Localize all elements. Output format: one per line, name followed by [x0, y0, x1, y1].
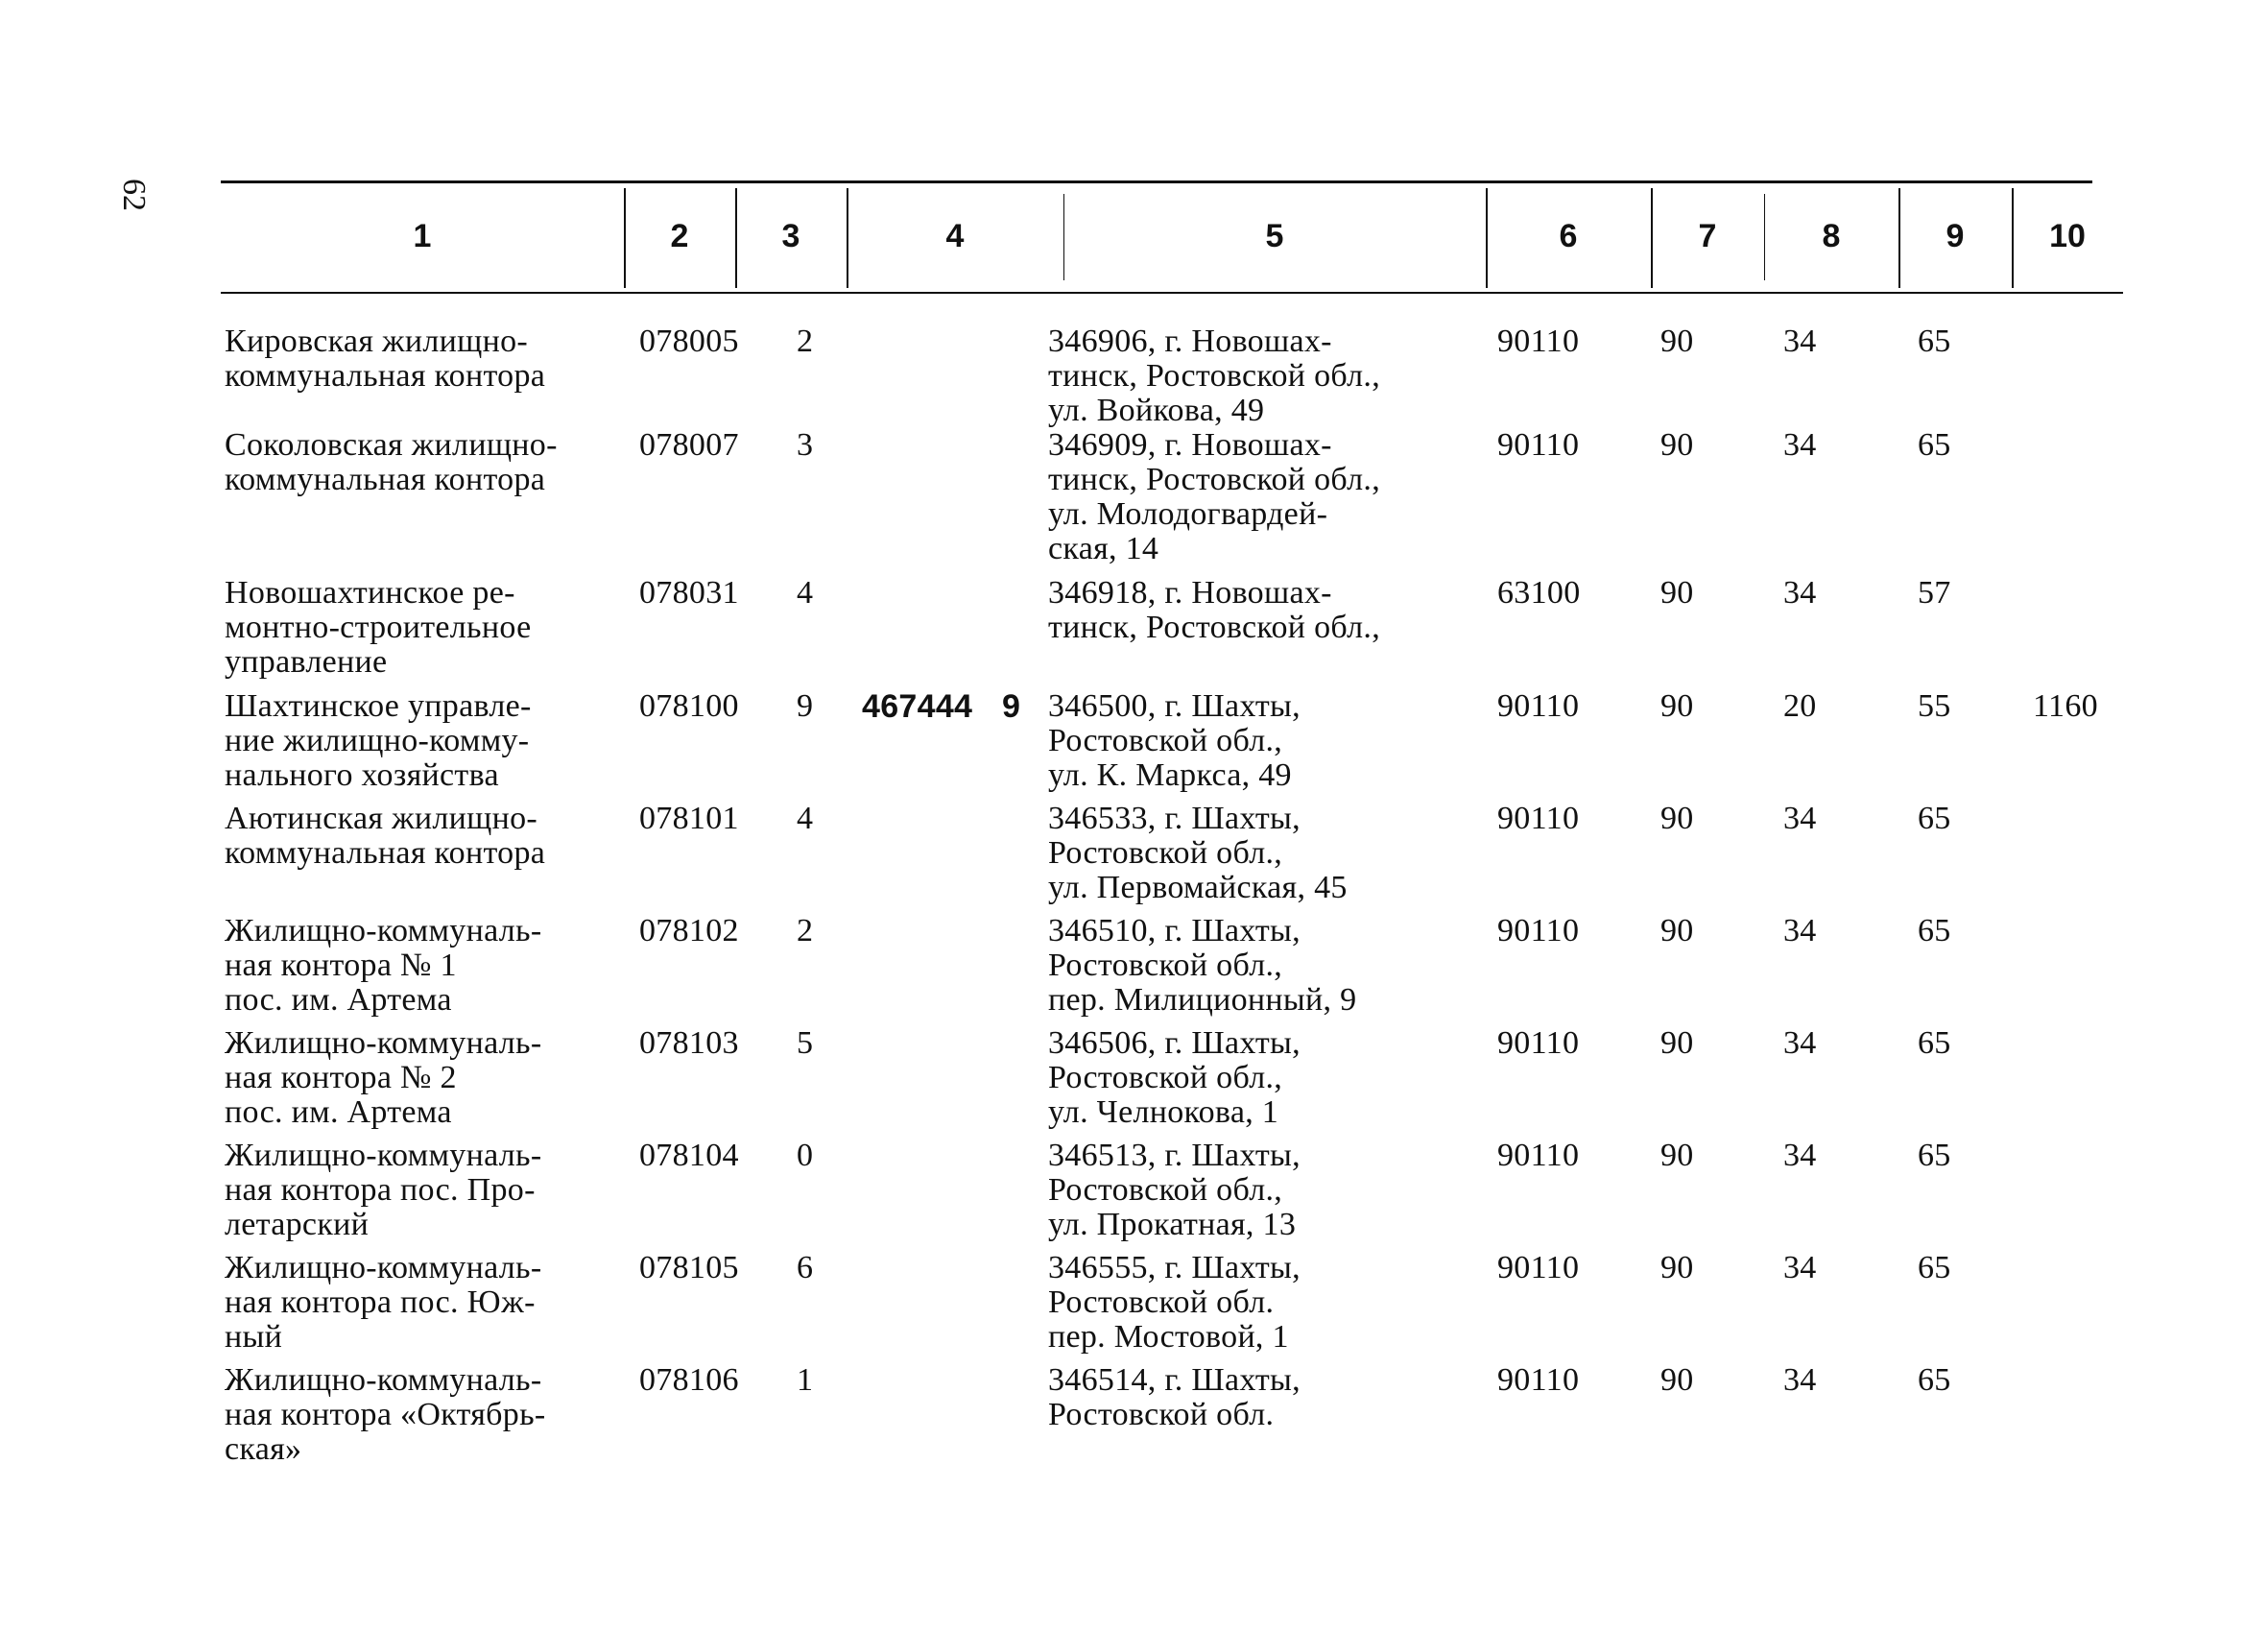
- org-code: 078106: [639, 1362, 739, 1398]
- col-7-value: 90: [1660, 575, 1694, 611]
- header-col-7: 7: [1698, 217, 1717, 254]
- org-name: Соколовская жилищно- коммунальная контора: [225, 427, 558, 497]
- col-8-value: 34: [1783, 913, 1817, 948]
- address: 346514, г. Шахты, Ростовской обл.: [1048, 1362, 1301, 1432]
- header-col-9: 9: [1946, 217, 1965, 254]
- check-digit: 5: [797, 1025, 814, 1061]
- header-col-6: 6: [1559, 217, 1578, 254]
- address: 346533, г. Шахты, Ростовской обл., ул. Первомайская, 45: [1048, 801, 1348, 905]
- col-10-value: 1160: [2033, 688, 2098, 724]
- org-name: Жилищно-коммуналь- ная контора «Октябрь- ская»: [225, 1362, 546, 1467]
- col-8-value: 34: [1783, 1362, 1817, 1398]
- org-code: 078102: [639, 913, 739, 948]
- col-9-value: 65: [1918, 801, 1951, 836]
- okpo-check: 9: [1002, 688, 1021, 725]
- col-9-value: 65: [1918, 1025, 1951, 1061]
- col-8-value: 34: [1783, 324, 1817, 359]
- header-divider: [735, 188, 737, 288]
- table-header: [221, 182, 2123, 290]
- col-7-value: 90: [1660, 801, 1694, 836]
- col-6-value: 90110: [1497, 1025, 1580, 1061]
- col-7-value: 90: [1660, 427, 1694, 463]
- page-number: 62: [116, 179, 152, 211]
- address: 346510, г. Шахты, Ростовской обл., пер. Милиционный, 9: [1048, 913, 1357, 1018]
- col-9-value: 65: [1918, 913, 1951, 948]
- col-6-value: 90110: [1497, 913, 1580, 948]
- col-9-value: 55: [1918, 688, 1951, 724]
- col-8-value: 34: [1783, 575, 1817, 611]
- org-name: Шахтинское управле- ние жилищно-комму- нального хозяйства: [225, 688, 532, 793]
- header-divider: [1063, 194, 1064, 280]
- col-8-value: 34: [1783, 1138, 1817, 1173]
- header-col-3: 3: [781, 217, 800, 254]
- col-8-value: 34: [1783, 1025, 1817, 1061]
- col-9-value: 65: [1918, 324, 1951, 359]
- col-9-value: 65: [1918, 1138, 1951, 1173]
- col-7-value: 90: [1660, 324, 1694, 359]
- col-8-value: 20: [1783, 688, 1817, 724]
- col-6-value: 63100: [1497, 575, 1581, 611]
- col-7-value: 90: [1660, 1025, 1694, 1061]
- org-name: Жилищно-коммуналь- ная контора № 1 пос. им. Артема: [225, 913, 542, 1018]
- table-header-rule: [221, 292, 2123, 294]
- col-8-value: 34: [1783, 801, 1817, 836]
- address: 346918, г. Новошах- тинск, Ростовской обл.,: [1048, 575, 1381, 645]
- col-7-value: 90: [1660, 688, 1694, 724]
- org-name: Жилищно-коммуналь- ная контора № 2 пос. им. Артема: [225, 1025, 542, 1130]
- col-7-value: 90: [1660, 1250, 1694, 1285]
- header-col-8: 8: [1822, 217, 1841, 254]
- address: 346513, г. Шахты, Ростовской обл., ул. Прокатная, 13: [1048, 1138, 1301, 1242]
- org-code: 078100: [639, 688, 739, 724]
- col-6-value: 90110: [1497, 427, 1580, 463]
- address: 346555, г. Шахты, Ростовской обл. пер. Мостовой, 1: [1048, 1250, 1301, 1355]
- header-col-4: 4: [945, 217, 965, 254]
- col-7-value: 90: [1660, 913, 1694, 948]
- header-col-5: 5: [1265, 217, 1284, 254]
- check-digit: 3: [797, 427, 814, 463]
- header-col-2: 2: [670, 217, 689, 254]
- check-digit: 6: [797, 1250, 814, 1285]
- header-divider: [1764, 194, 1765, 280]
- col-9-value: 65: [1918, 1362, 1951, 1398]
- org-code: 078104: [639, 1138, 739, 1173]
- org-code: 078007: [639, 427, 739, 463]
- col-8-value: 34: [1783, 1250, 1817, 1285]
- header-col-1: 1: [413, 217, 432, 254]
- check-digit: 2: [797, 324, 814, 359]
- check-digit: 2: [797, 913, 814, 948]
- org-code: 078005: [639, 324, 739, 359]
- org-code: 078101: [639, 801, 739, 836]
- col-9-value: 57: [1918, 575, 1951, 611]
- address: 346500, г. Шахты, Ростовской обл., ул. К. Маркса, 49: [1048, 688, 1301, 793]
- okpo-code: 467444: [862, 688, 973, 725]
- col-6-value: 90110: [1497, 1138, 1580, 1173]
- org-name: Аютинская жилищно- коммунальная контора: [225, 801, 546, 871]
- col-9-value: 65: [1918, 1250, 1951, 1285]
- col-6-value: 90110: [1497, 1362, 1580, 1398]
- org-name: Кировская жилищно- коммунальная контора: [225, 324, 546, 394]
- check-digit: 4: [797, 575, 814, 611]
- col-6-value: 90110: [1497, 688, 1580, 724]
- col-7-value: 90: [1660, 1362, 1694, 1398]
- org-name: Новошахтинское ре- монтно-строительное управление: [225, 575, 532, 680]
- check-digit: 9: [797, 688, 814, 724]
- header-divider: [1898, 188, 1900, 288]
- col-7-value: 90: [1660, 1138, 1694, 1173]
- header-divider: [2012, 188, 2014, 288]
- check-digit: 0: [797, 1138, 814, 1173]
- org-code: 078105: [639, 1250, 739, 1285]
- org-name: Жилищно-коммуналь- ная контора пос. Про- летарский: [225, 1138, 542, 1242]
- col-8-value: 34: [1783, 427, 1817, 463]
- org-code: 078031: [639, 575, 739, 611]
- check-digit: 4: [797, 801, 814, 836]
- header-col-10: 10: [2049, 217, 2086, 254]
- header-divider: [847, 188, 848, 288]
- org-name: Жилищно-коммуналь- ная контора пос. Юж- ный: [225, 1250, 542, 1355]
- org-code: 078103: [639, 1025, 739, 1061]
- header-divider: [1651, 188, 1653, 288]
- col-6-value: 90110: [1497, 801, 1580, 836]
- col-9-value: 65: [1918, 427, 1951, 463]
- address: 346909, г. Новошах- тинск, Ростовской обл., ул. Молодогвардей- ская, 14: [1048, 427, 1381, 566]
- col-6-value: 90110: [1497, 324, 1580, 359]
- address: 346506, г. Шахты, Ростовской обл., ул. Челнокова, 1: [1048, 1025, 1301, 1130]
- col-6-value: 90110: [1497, 1250, 1580, 1285]
- header-divider: [624, 188, 626, 288]
- address: 346906, г. Новошах- тинск, Ростовской обл., ул. Войкова, 49: [1048, 324, 1381, 428]
- check-digit: 1: [797, 1362, 814, 1398]
- header-divider: [1486, 188, 1488, 288]
